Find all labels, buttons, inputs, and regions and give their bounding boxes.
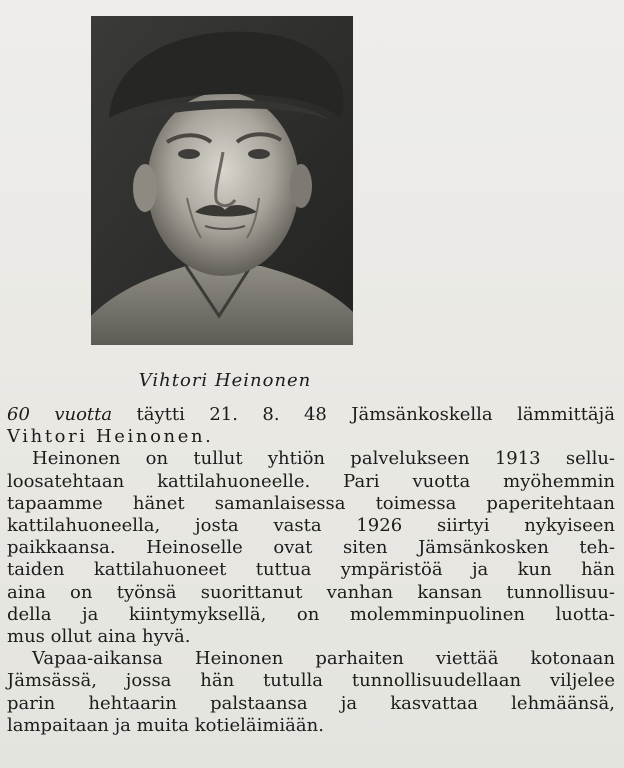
paragraph-line: kattilahuoneella, josta vasta 1926 siirtyi nykyiseen bbox=[7, 515, 615, 537]
article-body bbox=[7, 404, 615, 737]
paragraph-line: aina on työnsä suorittanut vanhan kansan tunnollisuu- bbox=[7, 581, 615, 603]
portrait-photo bbox=[91, 16, 353, 345]
paragraph-line: taiden kattilahuoneet tuttua ympäristöä ja kun hän bbox=[7, 559, 615, 581]
paragraph-line: mus ollut aina hyvä. bbox=[7, 626, 191, 648]
paragraph-line: lampaitaan ja muita kotieläimiään. bbox=[7, 714, 324, 736]
paragraph-line: Vapaa-aikansa Heinonen parhaiten viettää kotonaan bbox=[32, 648, 615, 670]
paragraph-1-text: täytti 21. 8. 48 Jämsänkoskella lämmittäjä bbox=[136, 404, 615, 425]
paragraph-line: parin hehtaarin palstaansa ja kasvattaa lehmäänsä, bbox=[7, 692, 615, 714]
paragraph-line: Jämsässä, jossa hän tutulla tunnollisuudellaan viljelee bbox=[7, 670, 615, 692]
paragraph-line: paikkaansa. Heinoselle ovat siten Jämsänkosken teh- bbox=[7, 537, 615, 559]
paragraph-line: loosatehtaan kattilahuoneelle. Pari vuotta myöhemmin bbox=[7, 470, 615, 492]
lead-phrase: 60 vuotta bbox=[7, 404, 113, 425]
photo-caption: Vihtori Heinonen bbox=[138, 370, 312, 391]
paragraph-line: della ja kiintymyksellä, on molemminpuolinen luotta- bbox=[7, 603, 615, 625]
paragraph-line: Heinonen on tullut yhtiön palvelukseen 1913 sellu- bbox=[32, 448, 615, 470]
portrait-photo-icon bbox=[91, 16, 353, 345]
person-name: Vihtori Heinonen. bbox=[7, 426, 214, 448]
paragraph-line: tapaamme hänet samanlaisessa toimessa paperitehtaan bbox=[7, 492, 615, 514]
paragraph-1-line-1 bbox=[7, 404, 615, 426]
